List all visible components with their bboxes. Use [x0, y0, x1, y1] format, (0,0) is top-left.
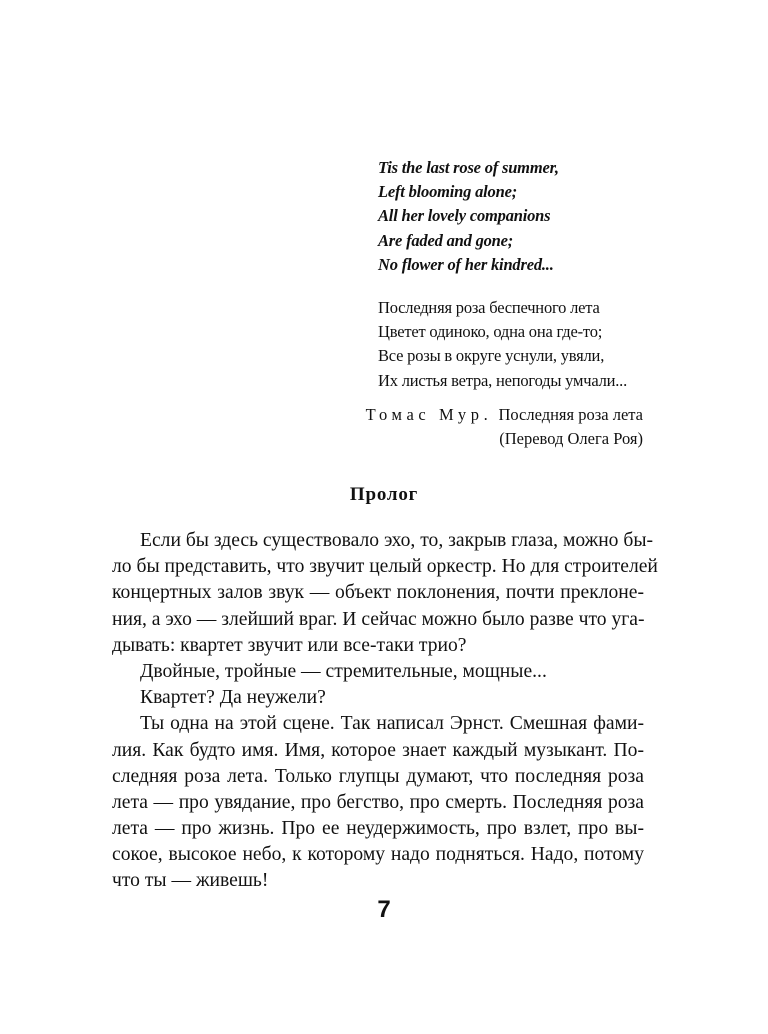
epigraph-line: Их листья ветра, непогоды умчали...	[378, 370, 628, 390]
epigraph-line: Are faded and gone;	[378, 230, 514, 250]
body-line: следняя роза лета. Только глупцы думают, что последняя роза	[112, 765, 644, 787]
attribution-work: Последняя роза лета	[498, 405, 643, 424]
body-line: лия. Как будто имя. Имя, которое знает каждый музыкант. По-	[112, 739, 644, 761]
epigraph-line: All her lovely companions	[378, 206, 551, 226]
chapter-title: Пролог	[349, 484, 419, 505]
epigraph-line: No flower of her kindred...	[378, 254, 554, 274]
epigraph-line: Tis the last rose of summer,	[378, 158, 559, 177]
body-line: сокое, высокое небо, к которому надо подняться. Надо, потому	[112, 844, 644, 866]
body-line: Двойные, тройные — стремительные, мощные...	[140, 660, 547, 682]
body-line: что ты — живешь!	[112, 870, 269, 892]
epigraph-line: Все розы в округе уснули, увяли,	[378, 346, 605, 366]
epigraph-attribution	[366, 403, 643, 451]
body-line: ния, а эхо — злейший враг. И сейчас можно было разве что уга-	[112, 608, 645, 630]
attribution-author: Томас Мур.	[365, 405, 493, 424]
epigraph-russian	[378, 296, 627, 393]
epigraph-line: Цветет одиноко, одна она где-то;	[378, 322, 603, 342]
attribution-translation: (Перевод Олега Роя)	[499, 429, 643, 449]
body-line: лета — про увядание, про бегство, про смерть. Последняя роза	[112, 791, 644, 813]
page-number: 7	[377, 896, 391, 923]
epigraph-line: Последняя роза беспечного лета	[378, 298, 600, 317]
body-line: Ты одна на этой сцене. Так написал Эрнст. Смешная фами-	[140, 713, 644, 735]
body-line: ло бы представить, что звучит целый оркестр. Но для строителей	[112, 556, 658, 578]
body-line: дывать: квартет звучит или все-таки трио?	[112, 634, 467, 656]
body-line: концертных залов звук — объект поклонения, почти преклоне-	[112, 582, 644, 604]
epigraph-line: Left blooming alone;	[378, 182, 517, 202]
epigraph-english	[378, 156, 559, 277]
body-line: Если бы здесь существовало эхо, то, закрыв глаза, можно бы-	[140, 530, 654, 551]
body-text	[112, 528, 658, 895]
body-line: лета — про жизнь. Про ее неудержимость, про взлет, про вы-	[112, 818, 644, 840]
body-line: Квартет? Да неужели?	[140, 687, 326, 709]
